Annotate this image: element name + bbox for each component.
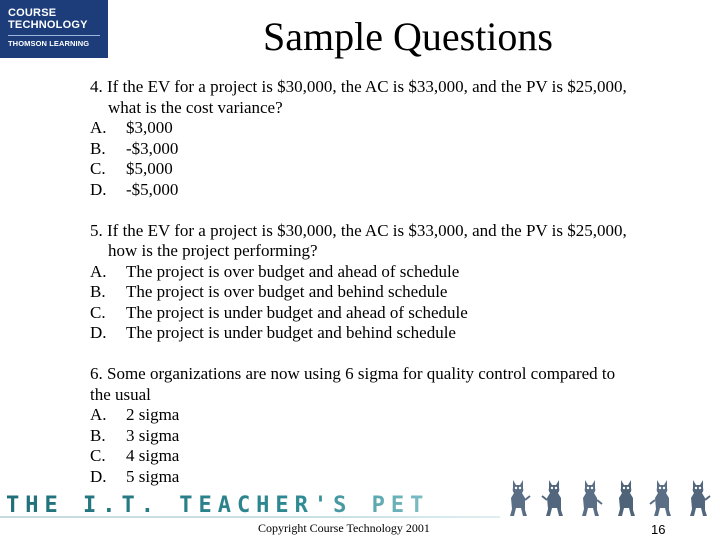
- answer-choice-c: [90, 446, 710, 467]
- choice-text: The project is over budget and behind schedule: [126, 282, 448, 301]
- choice-letter: B.: [90, 282, 106, 301]
- question-stem: [90, 221, 710, 262]
- answer-choice-b: [90, 282, 710, 303]
- page-number: 16: [651, 522, 666, 537]
- choice-letter: B.: [90, 138, 106, 158]
- question-6: [90, 364, 710, 487]
- copyright-notice: Copyright Course Technology 2001: [258, 521, 430, 535]
- question-stem: [90, 364, 710, 405]
- mascot-row: [500, 476, 720, 520]
- logo-line-technology: TECHNOLOGY: [8, 19, 88, 31]
- question-4: [90, 77, 710, 200]
- choice-text: The project is over budget and ahead of schedule: [126, 261, 460, 281]
- logo-line-course: COURSE: [8, 7, 57, 19]
- answer-choice-d: [90, 323, 710, 344]
- answer-choice-b: [90, 426, 710, 447]
- slide-content: [90, 77, 710, 487]
- choice-letter: A.: [90, 405, 107, 424]
- choice-letter: C.: [90, 446, 106, 465]
- choice-text: $5,000: [126, 159, 173, 178]
- question-stem-line: the usual: [90, 384, 151, 404]
- choice-text: 2 sigma: [126, 405, 180, 424]
- choice-letter: D.: [90, 179, 107, 199]
- slide-title: Sample Questions: [263, 14, 553, 59]
- question-5: [90, 221, 710, 344]
- banner-text: THE I.T. TEACHER'S PET: [6, 493, 430, 518]
- answer-choice-b: [90, 139, 710, 160]
- answer-choice-a: [90, 118, 710, 139]
- choice-text: 3 sigma: [126, 425, 180, 445]
- dog-mascot-icon: [504, 476, 532, 518]
- teachers-pet-banner: [0, 486, 500, 526]
- answer-choice-a: [90, 262, 710, 283]
- answer-choice-d: [90, 180, 710, 201]
- choice-text: 5 sigma: [126, 466, 180, 486]
- question-stem-line: 6. Some organizations are now using 6 sigma for quality control compared to: [90, 364, 616, 383]
- choice-letter: D.: [90, 466, 107, 486]
- dog-mascot-icon: [648, 476, 676, 518]
- choice-letter: A.: [90, 118, 107, 137]
- choice-letter: A.: [90, 261, 107, 281]
- choice-text: -$3,000: [126, 138, 179, 158]
- question-stem: [90, 77, 710, 118]
- answer-choice-a: [90, 405, 710, 426]
- dog-mascot-icon: [612, 476, 640, 518]
- logo-line-thomson-learning: THOMSON LEARNING: [8, 39, 90, 48]
- question-stem-line: what is the cost variance?: [108, 97, 283, 117]
- choice-text: $3,000: [126, 118, 173, 137]
- dog-mascot-icon: [540, 476, 568, 518]
- question-stem-line: how is the project performing?: [108, 241, 318, 260]
- question-stem-line: 5. If the EV for a project is $30,000, the AC is $33,000, and the PV is $25,000,: [90, 220, 627, 240]
- dog-mascot-icon: [576, 476, 604, 518]
- choice-text: The project is under budget and ahead of schedule: [126, 302, 468, 322]
- dog-mascot-icon: [684, 476, 712, 518]
- choice-letter: D.: [90, 323, 107, 342]
- spacer: [90, 200, 710, 221]
- choice-text: 4 sigma: [126, 446, 180, 465]
- answer-choice-c: [90, 159, 710, 180]
- spacer: [90, 344, 710, 365]
- question-stem-line: 4. If the EV for a project is $30,000, the AC is $33,000, and the PV is $25,000,: [90, 77, 627, 96]
- choice-letter: B.: [90, 425, 106, 445]
- choice-text: -$5,000: [126, 179, 179, 199]
- choice-text: The project is under budget and behind schedule: [126, 323, 456, 342]
- choice-letter: C.: [90, 302, 106, 322]
- choice-letter: C.: [90, 159, 106, 178]
- answer-choice-c: [90, 303, 710, 324]
